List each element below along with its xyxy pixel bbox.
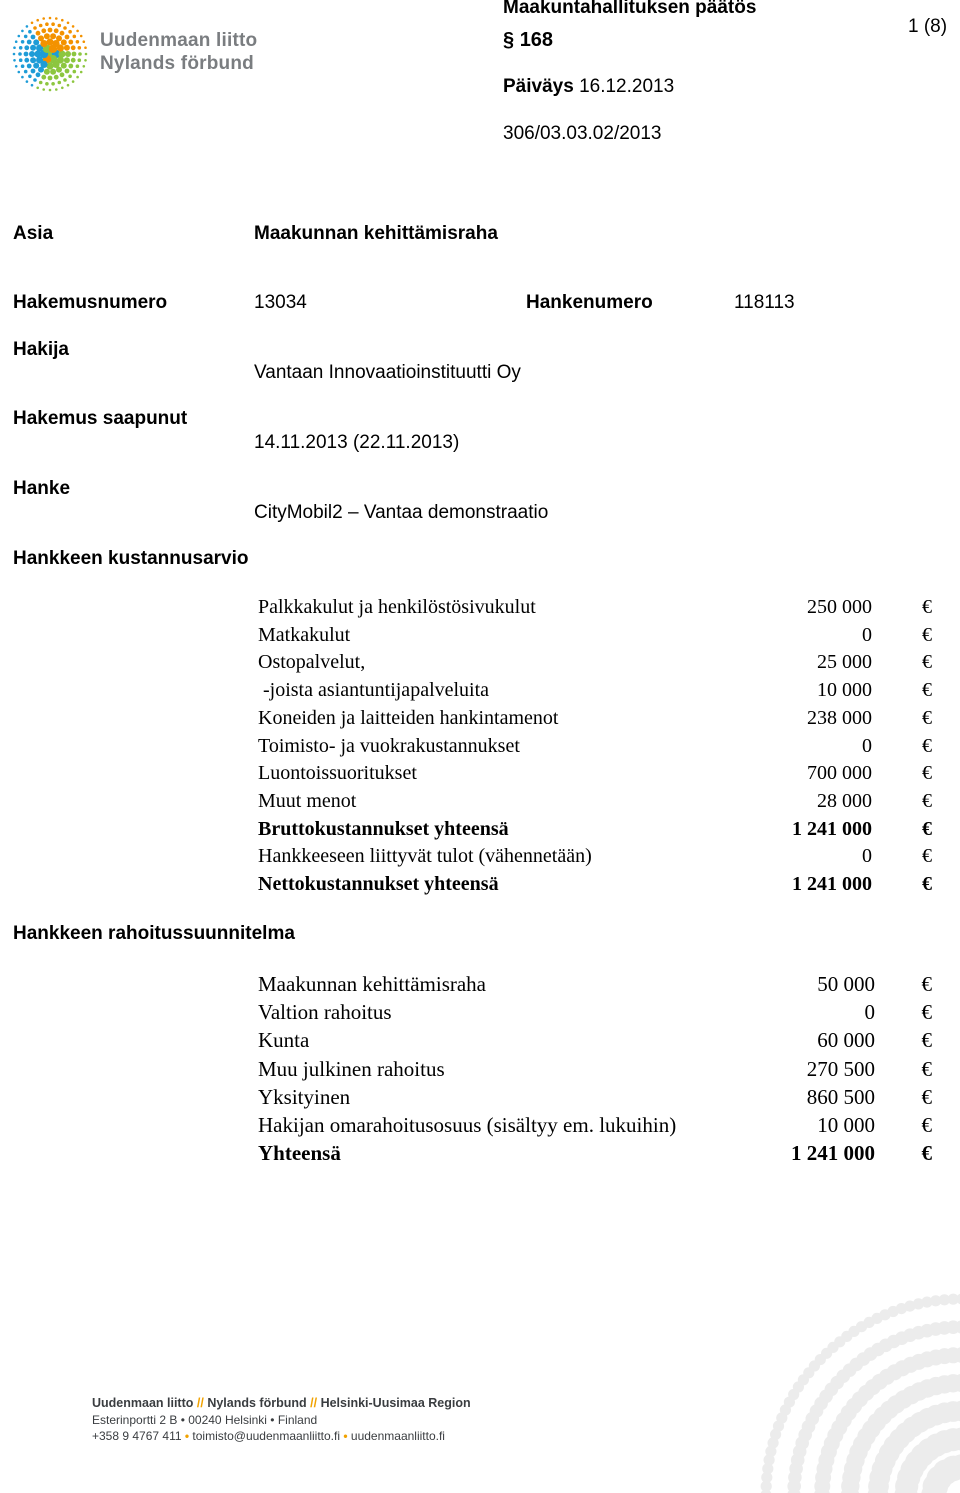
footer-separator: // [196, 1396, 204, 1410]
funding-row-amount: 1 241 000 [791, 1141, 875, 1166]
cost-row-amount: 1 241 000 [792, 817, 872, 840]
footer-web[interactable]: uudenmaanliitto.fi [350, 1429, 445, 1443]
cost-row-currency: € [922, 623, 932, 646]
cost-row-currency: € [922, 596, 932, 618]
funding-row-name: Maakunnan kehittämisraha [258, 972, 487, 996]
cost-row-amount: 28 000 [817, 789, 872, 812]
funding-row-amount: 10 000 [817, 1113, 875, 1137]
cost-row-name: Bruttokustannukset yhteensä [258, 817, 509, 840]
cost-row [258, 596, 938, 624]
reference-number: 306/03.03.02/2013 [503, 123, 662, 144]
cost-row [258, 790, 938, 818]
footer-org-line [92, 1396, 471, 1410]
cost-row [258, 624, 938, 652]
footer-org-fi: Uudenmaan liitto [92, 1396, 194, 1410]
cost-row-currency: € [922, 651, 932, 674]
section-number-value: 168 [519, 29, 554, 51]
funding-row [258, 1000, 938, 1028]
footer-separator: // [310, 1396, 318, 1410]
footer-dots-decoration-icon [700, 1285, 960, 1493]
footer-email[interactable]: toimisto@uudenmaanliitto.fi [192, 1429, 341, 1443]
decision-title: Maakuntahallituksen päätös [503, 0, 757, 18]
cost-row [258, 651, 938, 679]
footer-org-sv: Nylands förbund [207, 1396, 307, 1410]
saapunut-value: 14.11.2013 (22.11.2013) [254, 432, 460, 453]
hanke-value: CityMobil2 – Vantaa demonstraatio [254, 502, 549, 523]
cost-row [258, 762, 938, 790]
cost-row-name: Koneiden ja laitteiden hankintamenot [258, 706, 559, 729]
funding-row-currency: € [921, 1000, 932, 1025]
funding-row-currency: € [921, 1084, 932, 1109]
cost-row [258, 679, 938, 707]
cost-row-amount: 0 [862, 734, 872, 757]
cost-row [258, 818, 938, 846]
funding-row [258, 1113, 938, 1141]
cost-row [258, 873, 938, 901]
funding-row-currency: € [921, 1056, 932, 1081]
funding-row-name: Kunta [258, 1028, 310, 1053]
cost-row-currency: € [922, 817, 932, 840]
org-name-sv: Nylands förbund [100, 53, 254, 74]
cost-row-currency: € [922, 762, 932, 785]
cost-row-name: Muut menot [258, 789, 357, 812]
hakija-label: Hakija [13, 339, 69, 360]
cost-row-amount: 0 [862, 845, 872, 868]
funding-row [258, 1057, 938, 1085]
cost-row-name: Matkakulut [258, 623, 351, 646]
footer-bullet: • [343, 1429, 348, 1443]
cost-row-currency: € [922, 734, 932, 757]
funding-row [258, 972, 938, 1000]
footer-phone: +358 9 4767 411 [92, 1429, 182, 1443]
funding-row-name: Yhteensä [258, 1141, 341, 1166]
cost-row-amount: 0 [862, 623, 872, 646]
cost-row-name: Palkkakulut ja henkilöstösivukulut [258, 596, 536, 618]
funding-row-currency: € [921, 1028, 932, 1053]
cost-row-currency: € [922, 706, 932, 729]
cost-row-currency: € [922, 789, 932, 812]
cost-row-currency: € [922, 679, 932, 702]
cost-row-amount: 700 000 [807, 762, 872, 785]
cost-row-amount: 250 000 [807, 596, 872, 618]
funding-row-amount: 860 500 [806, 1084, 875, 1109]
footer-bullet: • [184, 1429, 190, 1443]
funding-row-name: Hakijan omarahoitusosuus (sisältyy em. lukuihin) [258, 1113, 677, 1137]
hanke-label: Hanke [13, 478, 71, 499]
funding-row-currency: € [921, 1113, 932, 1137]
page-indicator: 1 (8) [908, 16, 948, 37]
funding-row [258, 1141, 938, 1169]
date-label: Päiväys [503, 76, 574, 97]
cost-row [258, 707, 938, 735]
asia-value: Maakunnan kehittämisraha [254, 223, 498, 244]
cost-row-name: Nettokustannukset yhteensä [258, 873, 499, 895]
cost-row [258, 845, 938, 873]
cost-row-amount: 238 000 [807, 706, 872, 729]
saapunut-label: Hakemus saapunut [13, 408, 188, 429]
hakemusnumero-label: Hakemusnumero [13, 292, 168, 313]
funding-row [258, 1085, 938, 1113]
hankenumero-label: Hankenumero [526, 292, 653, 313]
funding-row-amount: 60 000 [817, 1028, 875, 1053]
hakemusnumero-value: 13034 [254, 292, 307, 313]
kustannusarvio-label: Hankkeen kustannusarvio [13, 548, 249, 569]
section-number [503, 29, 553, 52]
date-line [503, 76, 674, 98]
cost-row-currency: € [922, 873, 932, 895]
hakija-value: Vantaan Innovaatioinstituutti Oy [254, 362, 521, 383]
footer-org-region: Helsinki-Uusimaa Region [320, 1396, 471, 1410]
cost-row-name: Toimisto- ja vuokrakustannukset [258, 734, 520, 757]
funding-row-name: Valtion rahoitus [258, 1000, 392, 1025]
cost-row-currency: € [922, 845, 932, 868]
cost-row-amount: 10 000 [817, 679, 872, 702]
org-name-fi: Uudenmaan liitto [100, 30, 258, 51]
cost-row-name: Hankkeeseen liittyvät tulot (vähennetään) [258, 845, 592, 868]
funding-row-name: Yksityinen [258, 1084, 351, 1109]
funding-row-amount: 270 500 [806, 1056, 875, 1081]
asia-label: Asia [13, 223, 54, 244]
footer-address: Esterinportti 2 B • 00240 Helsinki • Finland [92, 1413, 318, 1427]
cost-row [258, 735, 938, 763]
cost-row-name: Ostopalvelut, [258, 651, 366, 674]
funding-row-amount: 0 [864, 1000, 875, 1025]
section-symbol: § [503, 29, 515, 51]
date-value: 16.12.2013 [579, 76, 675, 97]
funding-row-amount: 50 000 [817, 972, 875, 996]
cost-row-amount: 1 241 000 [792, 873, 872, 895]
footer-contact-line [92, 1429, 445, 1443]
cost-row-amount: 25 000 [817, 651, 872, 674]
cost-row-name: Luontoissuoritukset [258, 762, 417, 785]
funding-row [258, 1028, 938, 1056]
funding-row-name: Muu julkinen rahoitus [258, 1056, 445, 1081]
funding-row-currency: € [921, 972, 932, 996]
hankenumero-value: 118113 [734, 292, 795, 313]
rahoitus-label: Hankkeen rahoitussuunnitelma [13, 923, 295, 944]
org-logo-icon [8, 12, 92, 96]
funding-row-currency: € [921, 1141, 932, 1166]
cost-row-name: -joista asiantuntijapalveluita [258, 679, 490, 702]
